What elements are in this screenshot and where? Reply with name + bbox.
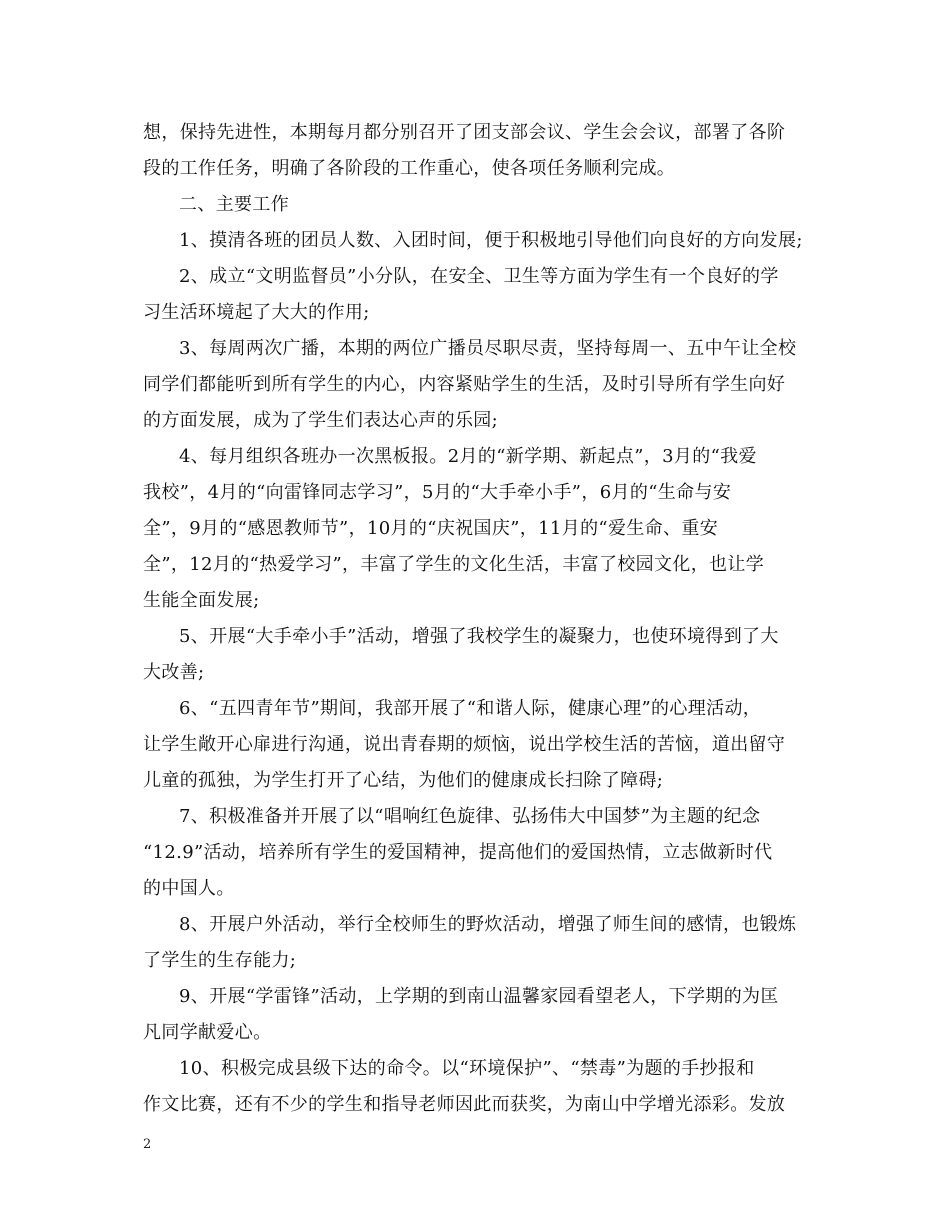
text-line: 让学生敞开心扉进行沟通，说出青春期的烦恼，说出学校生活的苦恼，道出留守	[143, 734, 786, 755]
text-line: 作文比赛，还有不少的学生和指导老师因此而获奖，为南山中学增光添彩。发放	[143, 1094, 786, 1115]
text-line: 9、开展“学雷锋”活动，上学期的到南山温馨家园看望老人，下学期的为匡	[179, 986, 779, 1007]
text-line: 全”，12月的“热爱学习”，丰富了学生的文化生活，丰富了校园文化，也让学	[143, 554, 765, 575]
page-number: 2	[143, 1137, 152, 1152]
text-line: 6、“五四青年节”期间，我部开展了“和谐人际，健康心理”的心理活动，	[179, 698, 762, 719]
text-line: 10、积极完成县级下达的命令。以“环境保护”、“禁毒”为题的手抄报和	[179, 1058, 755, 1079]
text-line: 习生活环境起了大大的作用;	[143, 302, 370, 323]
text-line: 的方面发展，成为了学生们表达心声的乐园;	[143, 410, 499, 431]
text-line: 的中国人。	[143, 878, 235, 899]
text-line: 同学们都能听到所有学生的内心，内容紧贴学生的生活，及时引导所有学生向好	[143, 374, 786, 395]
text-line: 了学生的生存能力;	[143, 950, 297, 971]
text-line: “12.9”活动，培养所有学生的爱国精神，提高他们的爱国热情，立志做新时代	[143, 842, 773, 863]
section-heading: 二、主要工作	[179, 194, 290, 215]
text-line: 段的工作任务，明确了各阶段的工作重心，使各项任务顺利完成。	[143, 158, 676, 179]
text-line: 大改善;	[143, 662, 205, 683]
text-line: 我校”，4月的“向雷锋同志学习”，5月的“大手牵小手”，6月的“生命与安	[143, 482, 732, 503]
text-line: 2、成立“文明监督员”小分队，在安全、卫生等方面为学生有一个良好的学	[179, 266, 779, 287]
text-line: 7、积极准备并开展了以“唱响红色旋律、弘扬伟大中国梦”为主题的纪念	[179, 806, 761, 827]
text-line: 8、开展户外活动，举行全校师生的野炊活动，增强了师生间的感情，也锻炼	[179, 914, 797, 935]
text-line: 4、每月组织各班办一次黑板报。2月的“新学期、新起点”，3月的“我爱	[179, 446, 757, 467]
text-line: 5、开展“大手牵小手”活动，增强了我校学生的凝聚力，也使环境得到了大	[179, 626, 779, 647]
text-line: 1、摸清各班的团员人数、入团时间，便于积极地引导他们向良好的方向发展;	[179, 230, 803, 251]
text-line: 生能全面发展;	[143, 590, 260, 611]
text-line: 儿童的孤独，为学生打开了心结，为他们的健康成长扫除了障碍;	[143, 770, 664, 791]
text-line: 全”，9月的“感恩教师节”，10月的“庆祝国庆”，11月的“爱生命、重安	[143, 518, 719, 539]
text-line: 3、每周两次广播，本期的两位广播员尽职尽责，坚持每周一、五中午让全校	[179, 338, 797, 359]
text-line: 想，保持先进性，本期每月都分别召开了团支部会议、学生会会议，部署了各阶	[143, 122, 786, 143]
text-line: 凡同学献爱心。	[143, 1022, 272, 1043]
